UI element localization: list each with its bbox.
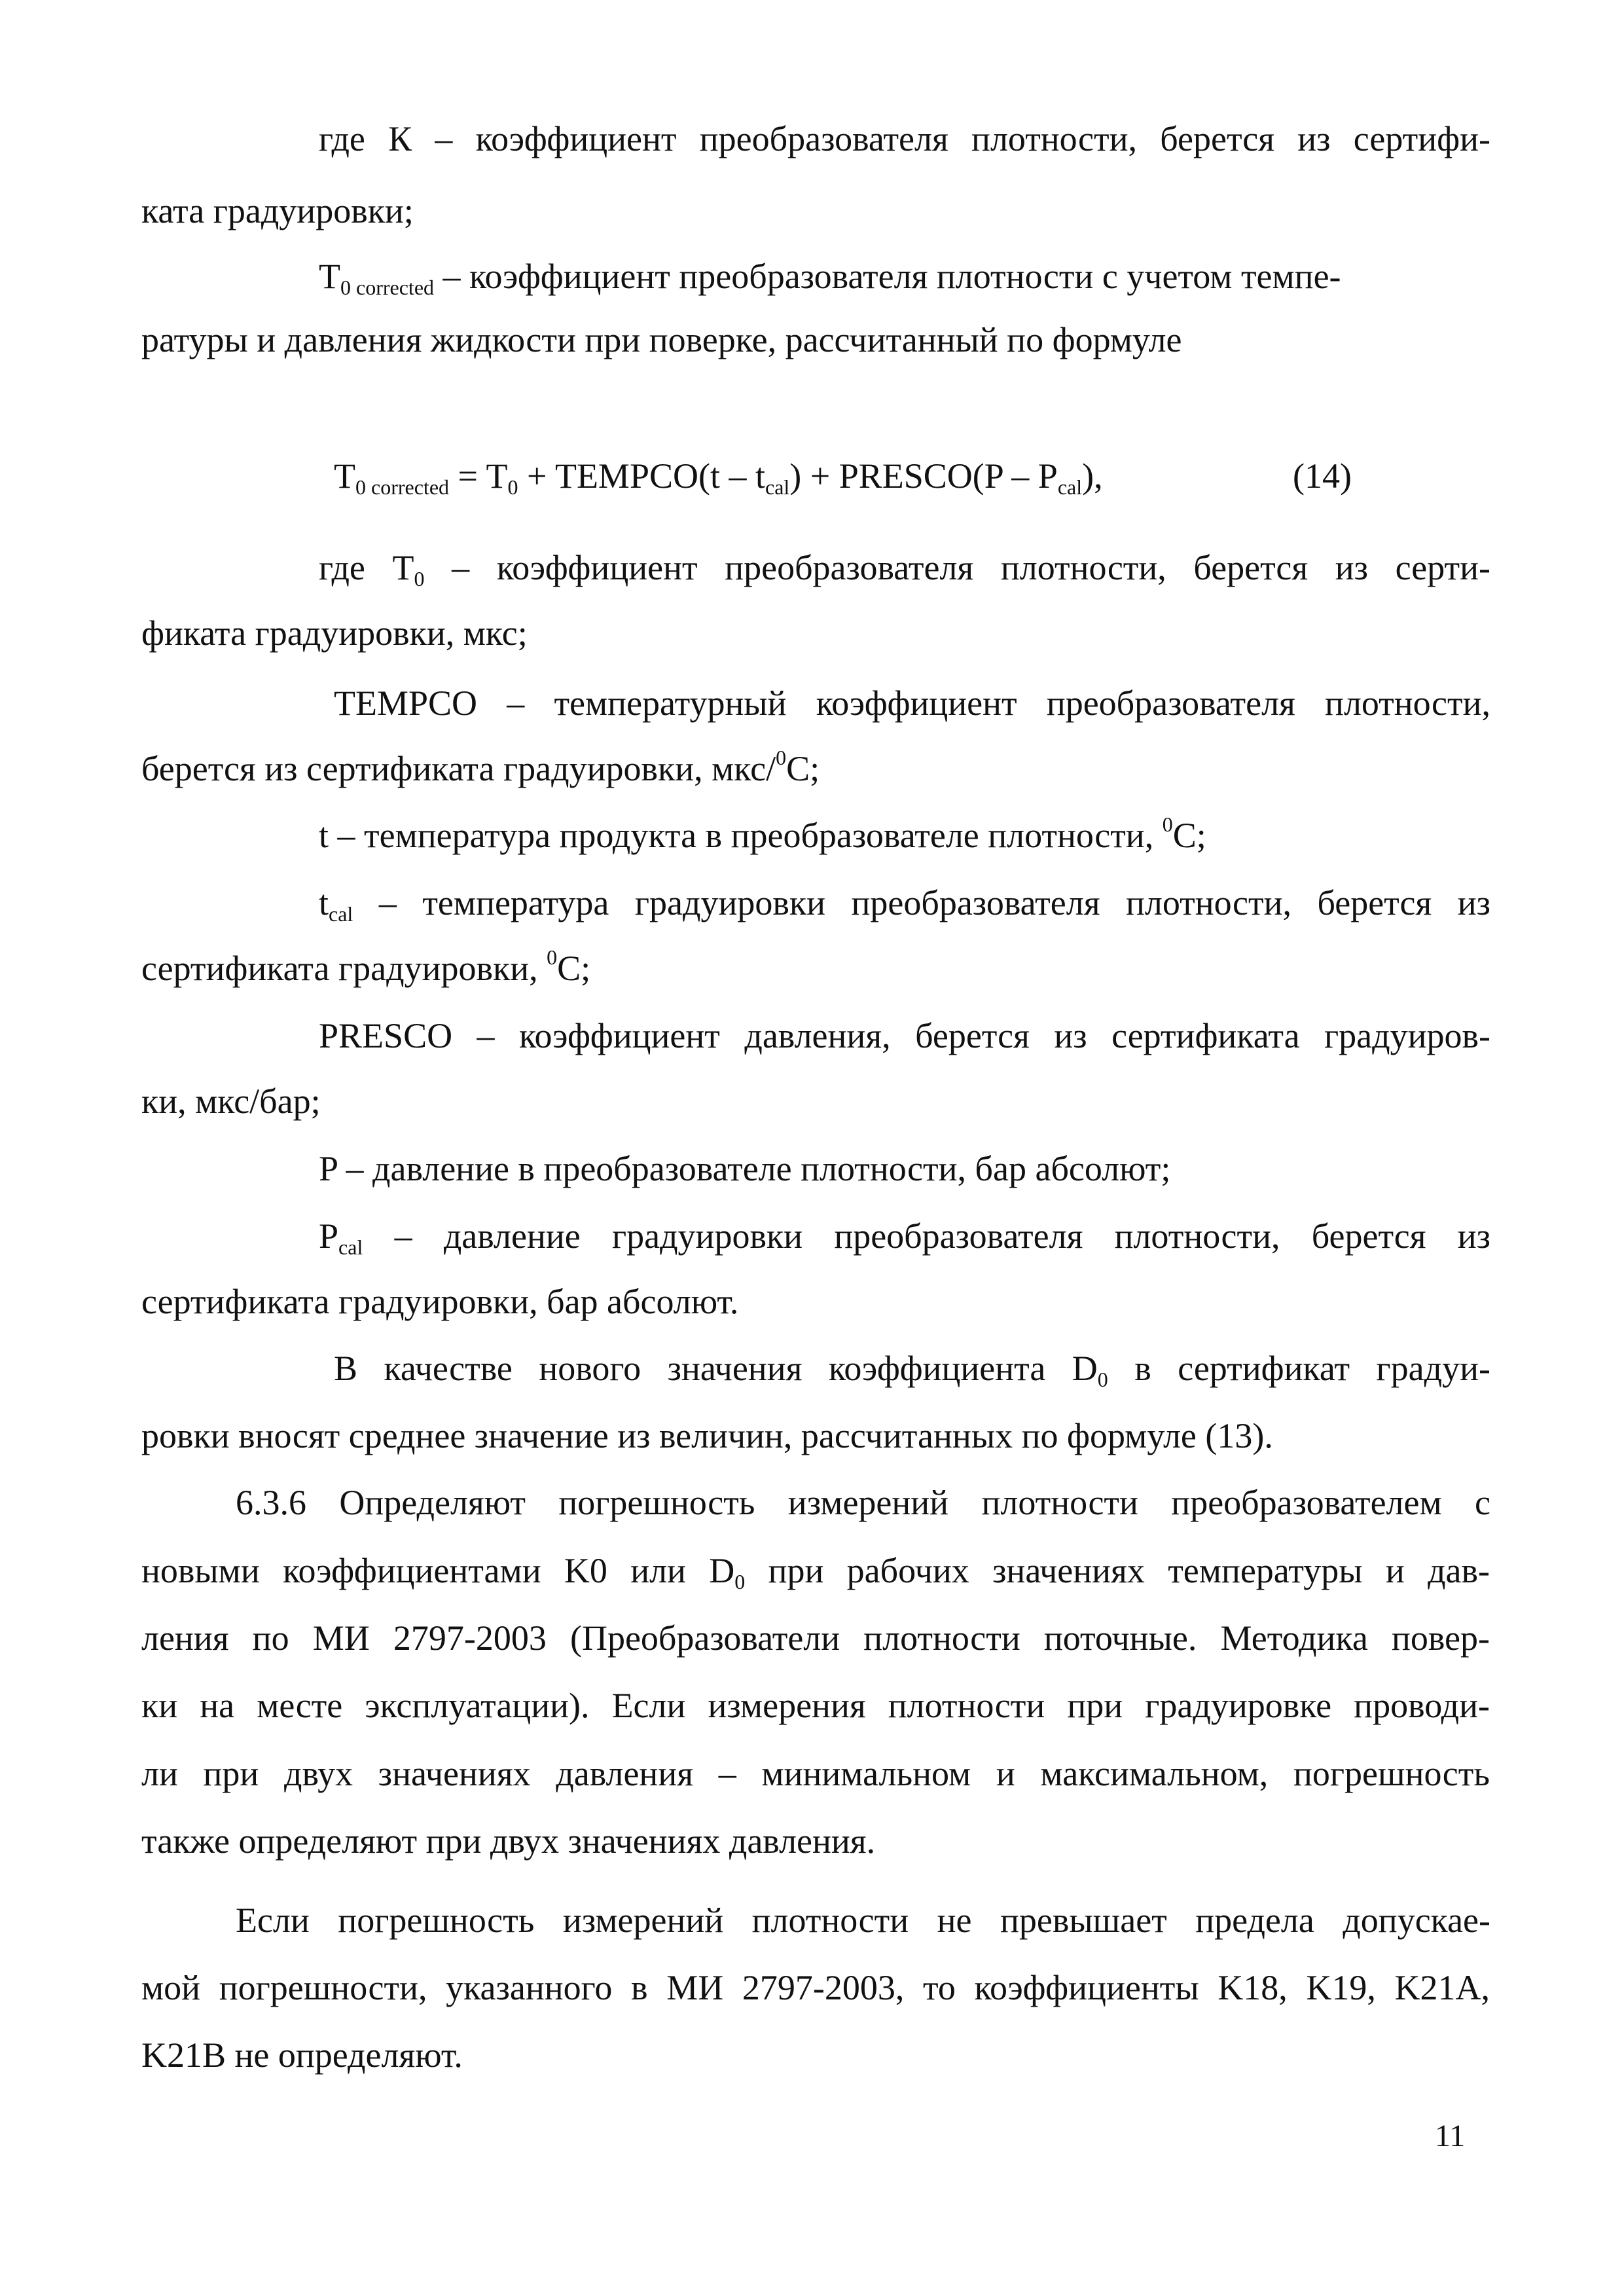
term-pcal-sub: cal xyxy=(338,1235,363,1259)
paragraph-d0-line-1 xyxy=(334,1344,1490,1393)
paragraph-t xyxy=(319,811,1490,860)
text-tempco-cont: берется из сертификата градуировки, мкс/ xyxy=(141,749,776,788)
text-tempco-unit: С; xyxy=(786,749,820,788)
formula-lhs: T xyxy=(334,456,355,496)
text-t0corrected-cont: ратуры и давления жидкости при поверке, рассчитанный по формуле xyxy=(141,320,1182,359)
paragraph-tcal-line-1 xyxy=(319,879,1490,927)
text-tcal-cont: сертификата градуировки, xyxy=(141,949,547,988)
text-t0: – коэффициент преобразователя плотности, берется из серти- xyxy=(424,548,1490,587)
formula-eq: = T xyxy=(449,456,508,496)
paragraph-pcal-line-2 xyxy=(141,1277,1490,1326)
paragraph-636-line-3 xyxy=(141,1614,1490,1662)
text-tcal: – температура градуировки преобразователя плотности, берется из xyxy=(353,883,1490,922)
text-t0-cont: фиката градуировки, мкс; xyxy=(141,613,528,653)
paragraph-tempco-line-1 xyxy=(334,679,1490,727)
text-636-2: новыми коэффициентами K0 или D xyxy=(141,1551,735,1590)
degree-sup: 0 xyxy=(776,746,787,769)
paragraph-pcal-line-1 xyxy=(319,1212,1490,1260)
text-final-2: мой погрешности, указанного в МИ 2797-2003, то коэффициенты K18, K19, K21A, xyxy=(141,1968,1490,2007)
formula-tempco: + TEMPCO(t – t xyxy=(518,456,765,496)
text-pcal-cont: сертификата градуировки, бар абсолют. xyxy=(141,1282,739,1321)
text-636-5: ли при двух значениях давления – минимальном и максимальном, погрешность xyxy=(141,1754,1490,1793)
text-636-4: ки на месте эксплуатации). Если измерения плотности при градуировке проводи- xyxy=(141,1686,1490,1725)
d0-sub: 0 xyxy=(734,1570,746,1594)
paragraph-tempco-line-2 xyxy=(141,744,1490,793)
paragraph-presco-line-2 xyxy=(141,1077,1490,1125)
paragraph-k-line-1 xyxy=(319,115,1490,163)
paragraph-presco-line-1 xyxy=(319,1011,1490,1060)
paragraph-final-line-3 xyxy=(141,2031,1490,2079)
text-presco-cont: ки, мкс/бар; xyxy=(141,1082,321,1121)
formula-tcal-sub: cal xyxy=(765,475,790,499)
paragraph-t0-line-2 xyxy=(141,609,1490,657)
formula-pcal-sub: cal xyxy=(1057,475,1083,499)
text-k: где К – коэффициент преобразователя плотности, берется из сертифи- xyxy=(319,119,1490,158)
term-pcal: P xyxy=(319,1216,339,1256)
text-final-1: Если погрешность измерений плотности не превышает предела допускае- xyxy=(236,1901,1490,1940)
term-t0corrected: T xyxy=(319,257,340,296)
paragraph-p xyxy=(319,1144,1490,1193)
text-final-3: K21B не определяют. xyxy=(141,2035,463,2075)
paragraph-final-line-2 xyxy=(141,1963,1490,2012)
text-t: t – температура продукта в преобразователе плотности, xyxy=(319,816,1163,855)
text-636-3: ления по МИ 2797-2003 (Преобразователи плотности поточные. Методика повер- xyxy=(141,1618,1490,1658)
text-d0-rest: в сертификат градуи- xyxy=(1108,1349,1490,1388)
paragraph-t0corrected-line-2 xyxy=(141,316,1490,364)
d0-sub: 0 xyxy=(1097,1368,1108,1391)
paragraph-636-line-4 xyxy=(141,1681,1490,1730)
text-pcal: – давление градуировки преобразователя плотности, берется из xyxy=(363,1216,1490,1256)
paragraph-t0corrected-line-1 xyxy=(319,252,1490,301)
text-636-1: 6.3.6 Определяют погрешность измерений плотности преобразователем с xyxy=(236,1483,1490,1522)
text-tempco: TEMPCO – температурный коэффициент преобразователя плотности, xyxy=(334,683,1490,723)
text-tcal-unit: С; xyxy=(557,949,591,988)
formula-t0-sub: 0 xyxy=(507,475,518,499)
text-d0: В качестве нового значения коэффициента D xyxy=(334,1349,1098,1388)
formula-end: ), xyxy=(1082,456,1103,496)
term-t0corrected-sub: 0 corrected xyxy=(340,276,435,299)
page-number: 11 xyxy=(1435,2119,1466,2153)
formula-14 xyxy=(0,450,1624,502)
formula-presco: ) + PRESCO(P – P xyxy=(789,456,1058,496)
term-tcal-sub: cal xyxy=(329,902,353,926)
paragraph-t0-line-1 xyxy=(319,543,1490,592)
paragraph-final-line-1 xyxy=(236,1896,1490,1944)
formula-lhs-sub: 0 corrected xyxy=(355,475,450,499)
text-p: P – давление в преобразователе плотности, бар абсолют; xyxy=(319,1149,1171,1188)
paragraph-636-line-5 xyxy=(141,1749,1490,1798)
term-t0-prefix: где T xyxy=(319,548,414,587)
paragraph-636-line-6 xyxy=(141,1817,1490,1865)
text-t-unit: С; xyxy=(1172,816,1206,855)
text-d0-cont: ровки вносят среднее значение из величин, рассчитанных по формуле (13). xyxy=(141,1416,1273,1455)
degree-sup: 0 xyxy=(547,945,558,969)
paragraph-636-line-2 xyxy=(141,1546,1490,1595)
degree-sup: 0 xyxy=(1162,812,1173,836)
paragraph-636-line-1 xyxy=(236,1478,1490,1527)
text-presco: PRESCO – коэффициент давления, берется из сертификата градуиров- xyxy=(319,1016,1490,1055)
text-636-2-rest: при рабочих значениях температуры и дав- xyxy=(745,1551,1490,1590)
formula-number: (14) xyxy=(1293,456,1352,496)
text-t0corrected: – коэффициент преобразователя плотности с учетом темпе- xyxy=(434,257,1341,296)
paragraph-tcal-line-2 xyxy=(141,944,1490,993)
term-tcal: t xyxy=(319,883,329,922)
paragraph-d0-line-2 xyxy=(141,1412,1490,1460)
formula-body xyxy=(334,450,1103,502)
text-636-6: также определяют при двух значениях давления. xyxy=(141,1821,876,1861)
term-t0-sub: 0 xyxy=(414,567,425,591)
text-k-cont: ката градуировки; xyxy=(141,191,414,230)
paragraph-k-line-2 xyxy=(141,187,1490,235)
